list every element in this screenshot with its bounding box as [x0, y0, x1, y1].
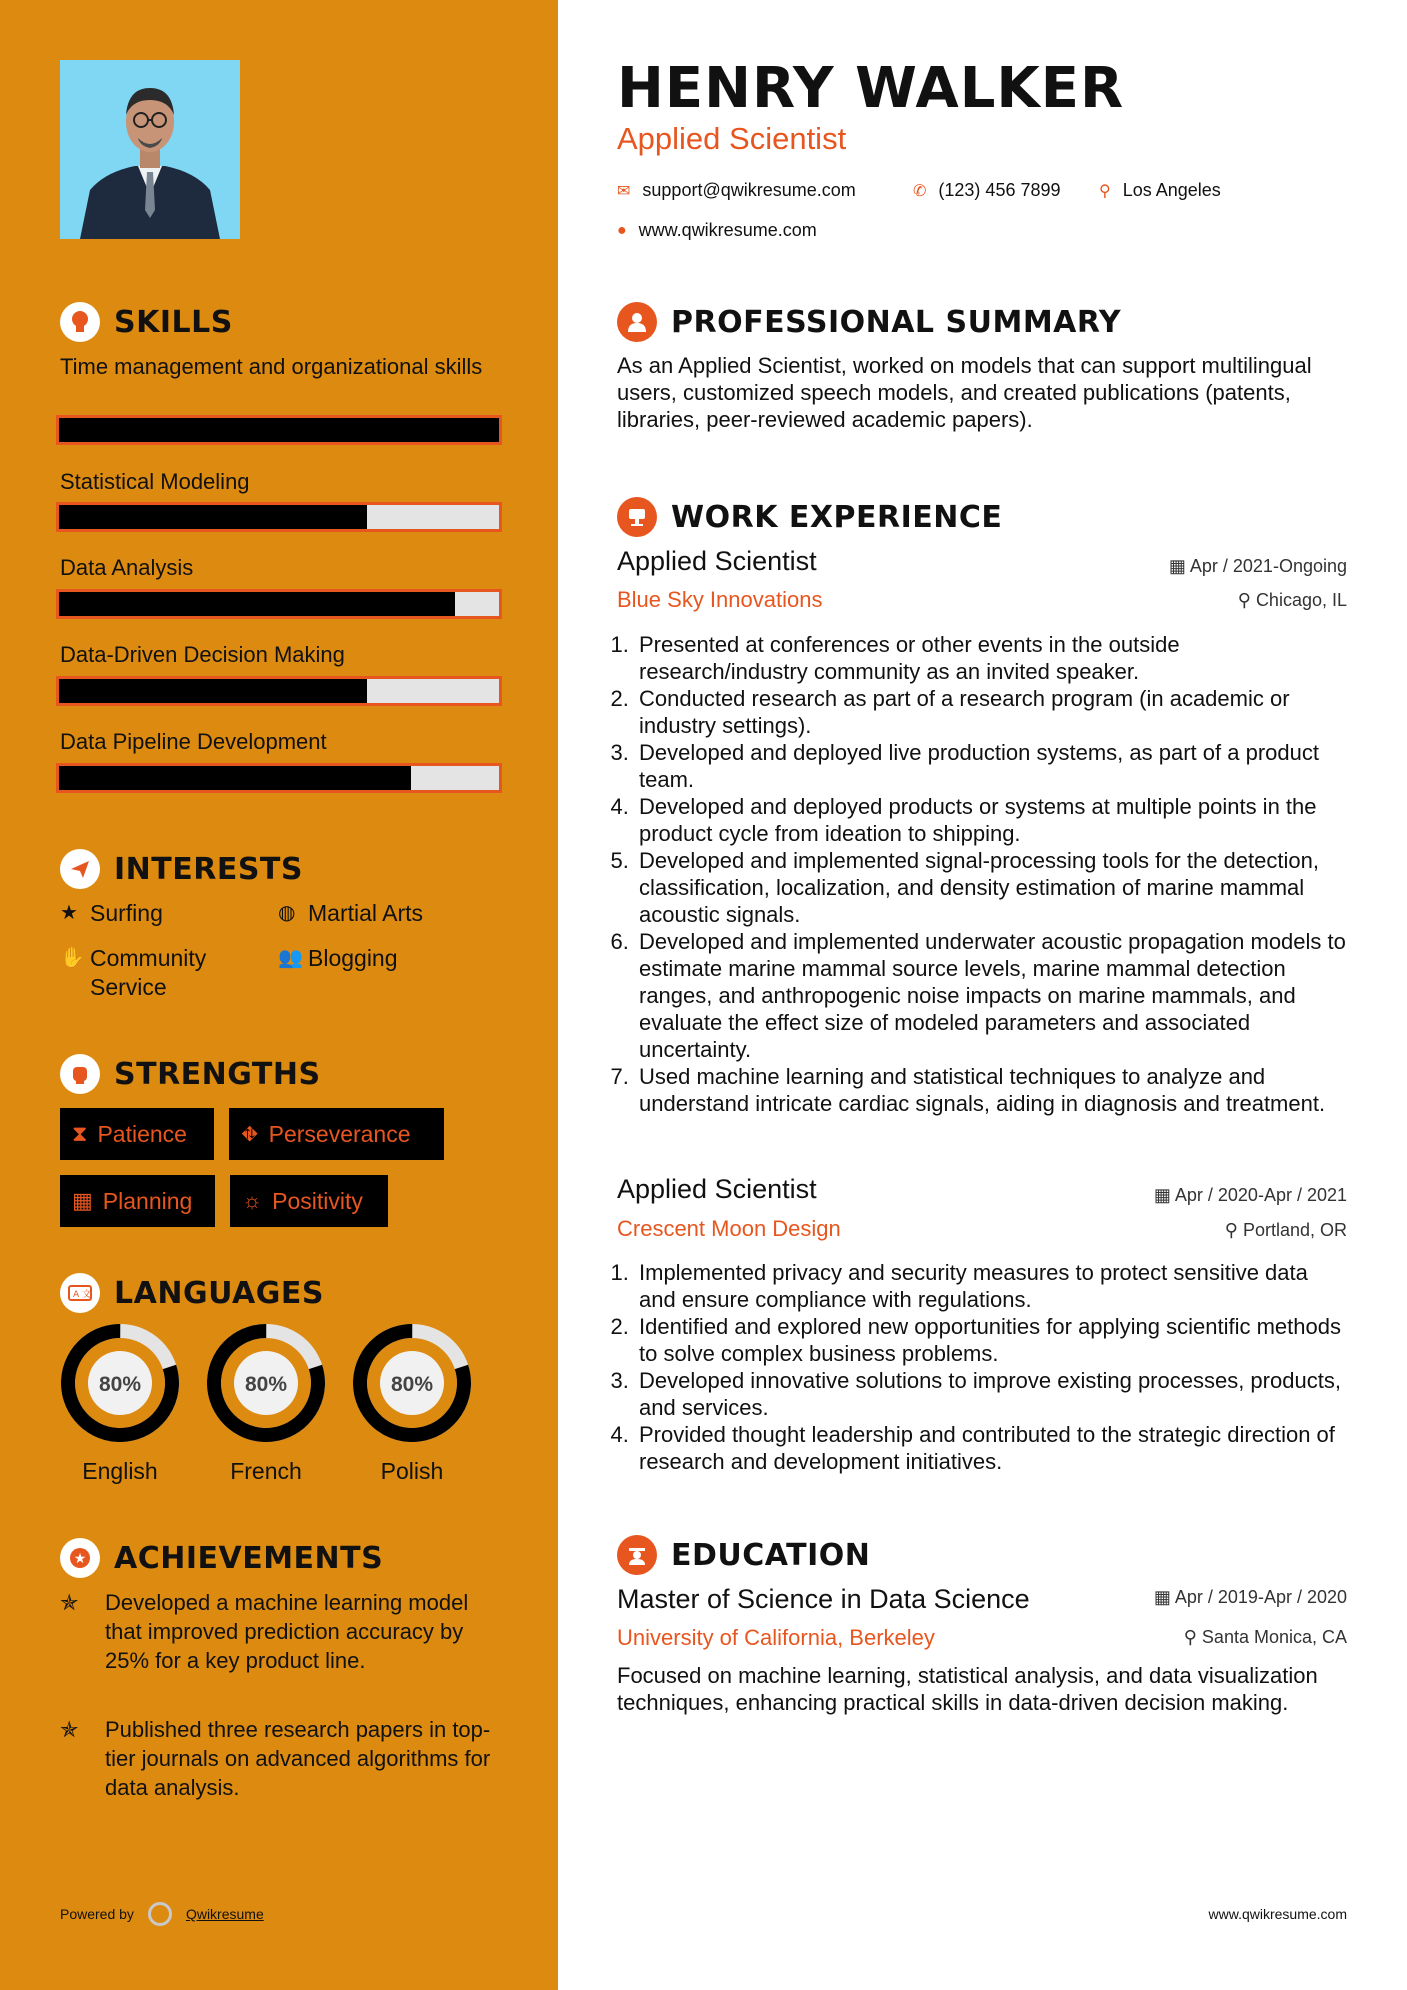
- interest-item: [278, 944, 398, 973]
- list-item: 4. Developed and deployed products or systems at multiple points in the product cycle from ideation to shipping.: [635, 793, 1347, 847]
- svg-text:★: ★: [73, 1551, 87, 1567]
- strength-tag: [60, 1108, 214, 1160]
- languages-header: [60, 1273, 324, 1313]
- list-item: 1. Presented at conferences or other events in the outside research/industry community as an invited speaker.: [635, 631, 1347, 685]
- skill-bar-fill: [59, 418, 499, 442]
- globe-icon: ●: [617, 221, 627, 239]
- profile-photo: [60, 60, 240, 239]
- skill-bar: [56, 415, 502, 445]
- map-pin-icon: ⚲: [1099, 182, 1111, 200]
- achievement-item: [60, 1715, 500, 1802]
- interest-label: Martial Arts: [308, 900, 424, 926]
- strengths-header: [60, 1054, 321, 1094]
- road-icon: ⛖: [241, 1121, 259, 1146]
- lightbulb-icon: [60, 302, 100, 342]
- contact-email: [617, 180, 856, 201]
- education-dates-text: Apr / 2019-Apr / 2020: [1174, 1587, 1347, 1607]
- language-label: English: [82, 1458, 158, 1484]
- contact-location: [1099, 180, 1221, 201]
- candidate-name: HENRY WALKER: [617, 56, 1125, 121]
- user-icon: [617, 302, 657, 342]
- job-dates-text: Apr / 2020-Apr / 2021: [1174, 1185, 1347, 1205]
- interest-item: [60, 899, 163, 928]
- skill-label: Data-Driven Decision Making: [60, 642, 345, 667]
- list-item: 4. Provided thought leadership and contributed to the strategic direction of research and development initiatives.: [635, 1421, 1347, 1475]
- calendar-icon: ▦: [1168, 556, 1190, 576]
- contact-website: [617, 220, 817, 241]
- calendar-icon: ▦: [1153, 1587, 1175, 1607]
- education-location-text: Santa Monica, CA: [1201, 1627, 1347, 1647]
- contact-phone: [913, 180, 1061, 201]
- skill-label: Time management and organizational skills: [60, 354, 483, 379]
- strengths-title: STRENGTHS: [114, 1056, 321, 1092]
- skill-bar: [56, 676, 502, 706]
- achievement-item: [60, 1588, 500, 1675]
- skill-bar: [56, 763, 502, 793]
- hourglass-icon: ⧗: [72, 1121, 88, 1146]
- calendar-icon: ▦: [72, 1188, 93, 1213]
- sun-icon: ☼: [242, 1188, 263, 1213]
- achievements-header: [60, 1538, 383, 1578]
- language-ring: [205, 1322, 327, 1444]
- footer-url[interactable]: www.qwikresume.com: [1208, 1906, 1347, 1922]
- job-title: Applied Scientist: [617, 1174, 817, 1204]
- list-item: 5. Developed and implemented signal-processing tools for the detection, classification, localization, and density estimation of marine mammal acoustic signals.: [635, 847, 1347, 928]
- achievement-text: Published three research papers in top-tier journals on advanced algorithms for data analysis.: [105, 1717, 491, 1800]
- paper-plane-icon: [60, 849, 100, 889]
- language-icon: [60, 1273, 100, 1313]
- globe-icon: ◍: [278, 902, 296, 924]
- strength-label: Positivity: [272, 1187, 363, 1214]
- education-school: University of California, Berkeley: [617, 1625, 935, 1650]
- sidebar: [0, 0, 558, 1990]
- interests-header: [60, 849, 303, 889]
- skill-bar-fill: [59, 592, 455, 616]
- education-location: [1184, 1627, 1347, 1648]
- phone-text: (123) 456 7899: [938, 180, 1061, 200]
- summary-title: PROFESSIONAL SUMMARY: [671, 304, 1122, 340]
- stars-icon: ✯: [60, 1717, 79, 1742]
- skills-header: [60, 302, 233, 342]
- language-label: French: [230, 1458, 302, 1484]
- interests-title: INTERESTS: [114, 851, 303, 887]
- skill-bar-fill: [59, 766, 411, 790]
- job-bullets: [617, 1259, 1347, 1475]
- calendar-icon: ▦: [1153, 1185, 1175, 1205]
- job-bullets: [617, 631, 1347, 1117]
- language-ring: [59, 1322, 181, 1444]
- job-dates-text: Apr / 2021-Ongoing: [1189, 556, 1347, 576]
- job-location-text: Portland, OR: [1242, 1220, 1347, 1240]
- strength-label: Perseverance: [268, 1120, 411, 1147]
- language-percent: 80%: [390, 1373, 434, 1396]
- list-item: 3. Developed innovative solutions to improve existing processes, products, and services.: [635, 1367, 1347, 1421]
- svg-text:A 文: A 文: [73, 1290, 92, 1300]
- hand-icon: ✋: [60, 947, 85, 969]
- job-company: Blue Sky Innovations: [617, 587, 823, 612]
- skill-bar-fill: [59, 505, 367, 529]
- stars-icon: ✯: [60, 1590, 79, 1615]
- award-icon: [60, 1538, 100, 1578]
- website-text[interactable]: www.qwikresume.com: [638, 220, 817, 240]
- summary-text: As an Applied Scientist, worked on models that can support multilingual users, customized speech models, and created publications (patents, libraries, peer-reviewed academic papers).: [617, 353, 1312, 432]
- briefcase-icon: [617, 497, 657, 537]
- strength-tag: [229, 1108, 444, 1160]
- summary-header: [617, 302, 1121, 342]
- achievement-text: Developed a machine learning model that improved prediction accuracy by 25% for a key product line.: [105, 1590, 469, 1673]
- interest-item: [278, 899, 423, 928]
- job-location: [1238, 590, 1347, 611]
- candidate-role: Applied Scientist: [617, 121, 847, 156]
- users-icon: 👥: [278, 947, 303, 969]
- pin-icon: ⚲: [1183, 1627, 1202, 1647]
- list-item: 7. Used machine learning and statistical techniques to analyze and understand intricate cardiac signals, aiding in diagnosis and treatment.: [635, 1063, 1347, 1117]
- qwikresume-logo-icon: [148, 1902, 172, 1926]
- fist-icon: [60, 1054, 100, 1094]
- pin-icon: ⚲: [1224, 1220, 1243, 1240]
- strength-label: Patience: [97, 1120, 187, 1147]
- skill-bar: [56, 502, 502, 532]
- envelope-icon: ✉: [617, 182, 631, 200]
- job-company: Crescent Moon Design: [617, 1216, 841, 1241]
- graduate-icon: [617, 1535, 657, 1575]
- list-item: 2. Identified and explored new opportunities for applying scientific methods to solve complex business problems.: [635, 1313, 1347, 1367]
- pin-icon: ⚲: [1237, 590, 1256, 610]
- strength-tag: [60, 1175, 215, 1227]
- powered-by-label: Powered by: [60, 1906, 134, 1922]
- job-dates: [1154, 1185, 1347, 1206]
- experience-title: WORK EXPERIENCE: [671, 499, 1003, 535]
- education-degree: Master of Science in Data Science: [617, 1584, 1030, 1614]
- skill-bar-fill: [59, 679, 367, 703]
- powered-by: [60, 1902, 264, 1926]
- language-label: Polish: [380, 1458, 444, 1484]
- interest-label: Community Service: [90, 945, 207, 1000]
- phone-icon: ✆: [913, 182, 927, 200]
- education-dates: [1154, 1587, 1347, 1608]
- skill-label: Data Pipeline Development: [60, 729, 327, 754]
- experience-header: [617, 497, 1002, 537]
- skills-title: SKILLS: [114, 304, 233, 340]
- interest-label: Blogging: [308, 945, 398, 971]
- strength-label: Planning: [102, 1187, 193, 1214]
- star-icon: ★: [60, 902, 78, 924]
- interest-label: Surfing: [90, 900, 163, 926]
- job-title: Applied Scientist: [617, 546, 817, 576]
- strength-tag: [230, 1175, 388, 1227]
- skill-bar: [56, 589, 502, 619]
- job-location-text: Chicago, IL: [1255, 590, 1347, 610]
- brand-link[interactable]: Qwikresume: [185, 1906, 264, 1922]
- list-item: 3. Developed and deployed live production systems, as part of a product team.: [635, 739, 1347, 793]
- list-item: 1. Implemented privacy and security measures to protect sensitive data and ensure compliance with regulations.: [635, 1259, 1347, 1313]
- list-item: 2. Conducted research as part of a research program (in academic or industry settings).: [635, 685, 1347, 739]
- language-ring: [351, 1322, 473, 1444]
- skill-label: Statistical Modeling: [60, 469, 250, 494]
- education-header: [617, 1535, 870, 1575]
- education-title: EDUCATION: [671, 1537, 871, 1573]
- job-location: [1225, 1220, 1347, 1241]
- language-percent: 80%: [98, 1373, 142, 1396]
- language-percent: 80%: [244, 1373, 288, 1396]
- interest-item: [60, 944, 260, 1002]
- list-item: 6. Developed and implemented underwater acoustic propagation models to estimate marine mammal source levels, marine mammal detection ranges, and anthropogenic noise impacts on marine mammals, and evaluate the effect size of modeled parameters and associated uncertainty.: [635, 928, 1347, 1063]
- achievements-title: ACHIEVEMENTS: [114, 1540, 384, 1576]
- location-text: Los Angeles: [1122, 180, 1221, 200]
- email-text[interactable]: support@qwikresume.com: [642, 180, 856, 200]
- education-text: Focused on machine learning, statistical analysis, and data visualization techniques, enhancing practical skills in data-driven decision making.: [617, 1663, 1318, 1715]
- job-dates: [1169, 556, 1347, 577]
- languages-title: LANGUAGES: [114, 1275, 324, 1311]
- skill-label: Data Analysis: [60, 555, 194, 580]
